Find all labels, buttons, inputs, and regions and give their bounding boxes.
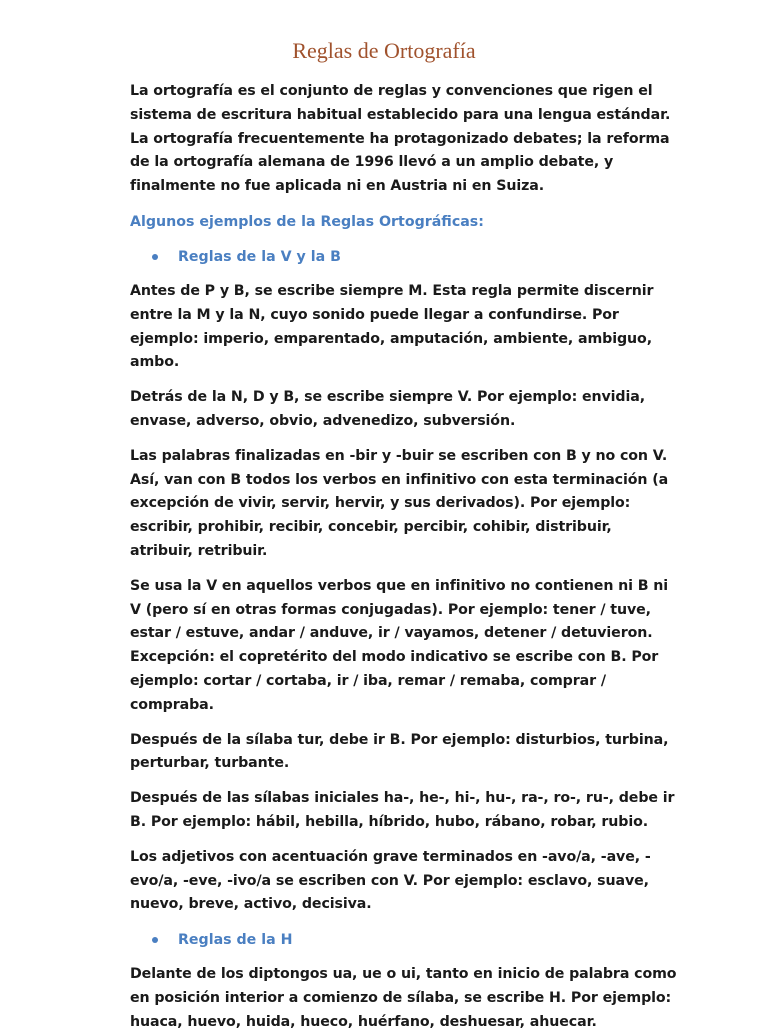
rule-paragraph: Las palabras finalizadas en -bir y -buir se escriben con B y no con V. Así, van con B todos los verbos en infinitivo con esta terminación (a excepción de vivir, servir, hervir, y sus derivados). Por ejemplo: escribir, prohibir, recibir, concebir, percibir, cohibir, distribuir, atribuir, retribuir. [130,447,669,559]
section-vb-heading [152,245,678,269]
rule-paragraph: Antes de P y B, se escribe siempre M. Esta regla permite discernir entre la M y la N, cuyo sonido puede llegar a confundirse. Por ejemplo: imperio, emparentado, amputación, ambiente, ambiguo, ambo. [130,282,654,371]
bullet-icon [152,937,158,943]
rule-paragraph: Los adjetivos con acentuación grave terminados en -avo/a, -ave, -evo/a, -eve, -ivo/a se escriben con V. Por ejemplo: esclavo, suave, nuevo, breve, activo, decisiva. [130,848,651,913]
examples-heading: Algunos ejemplos de la Reglas Ortográficas: [130,213,484,230]
section-vb-heading-label: Reglas de la V y la B [178,248,341,265]
rule-paragraph: Después de las sílabas iniciales ha-, he-, hi-, hu-, ra-, ro-, ru-, debe ir B. Por ejemplo: hábil, hebilla, híbrido, hubo, rábano, robar, rubio. [130,790,675,830]
intro-paragraph: La ortografía es el conjunto de reglas y convenciones que rigen el sistema de escritura habitual establecido para una lengua estándar. La ortografía frecuentemente ha protagonizado debates; la reforma de la ortografía alemana de 1996 llevó a un amplio debate, y finalmente no fue aplicada ni en Austria ni en Suiza. [130,83,671,195]
document-title: Reglas de Ortografía [292,38,476,63]
rule-paragraph: Se usa la V en aquellos verbos que en infinitivo no contienen ni B ni V (pero sí en otras formas conjugadas). Por ejemplo: tener / tuve, estar / estuve, andar / anduve, ir / vayamos, detener / detuvieron. Excepción: el copretérito del modo indicativo se escribe con B. Por ejemplo: cortar / cortaba, ir / iba, remar / remaba, comprar / compraba. [130,577,669,713]
rule-paragraph: Delante de los diptongos ua, ue o ui, tanto en inicio de palabra como en posición interior a comienzo de sílaba, se escribe H. Por ejemplo: huaca, huevo, huida, hueco, huérfano, deshuesar, ahuecar. [130,966,677,1030]
section-h-heading [152,928,678,952]
bullet-icon [152,254,158,260]
rule-paragraph: Después de la sílaba tur, debe ir B. Por ejemplo: disturbios, turbina, perturbar, turbante. [130,731,669,772]
rule-paragraph: Detrás de la N, D y B, se escribe siempre V. Por ejemplo: envidia, envase, adverso, obvio, advenedizo, subversión. [130,389,646,429]
section-h-heading-label: Reglas de la H [178,932,293,949]
